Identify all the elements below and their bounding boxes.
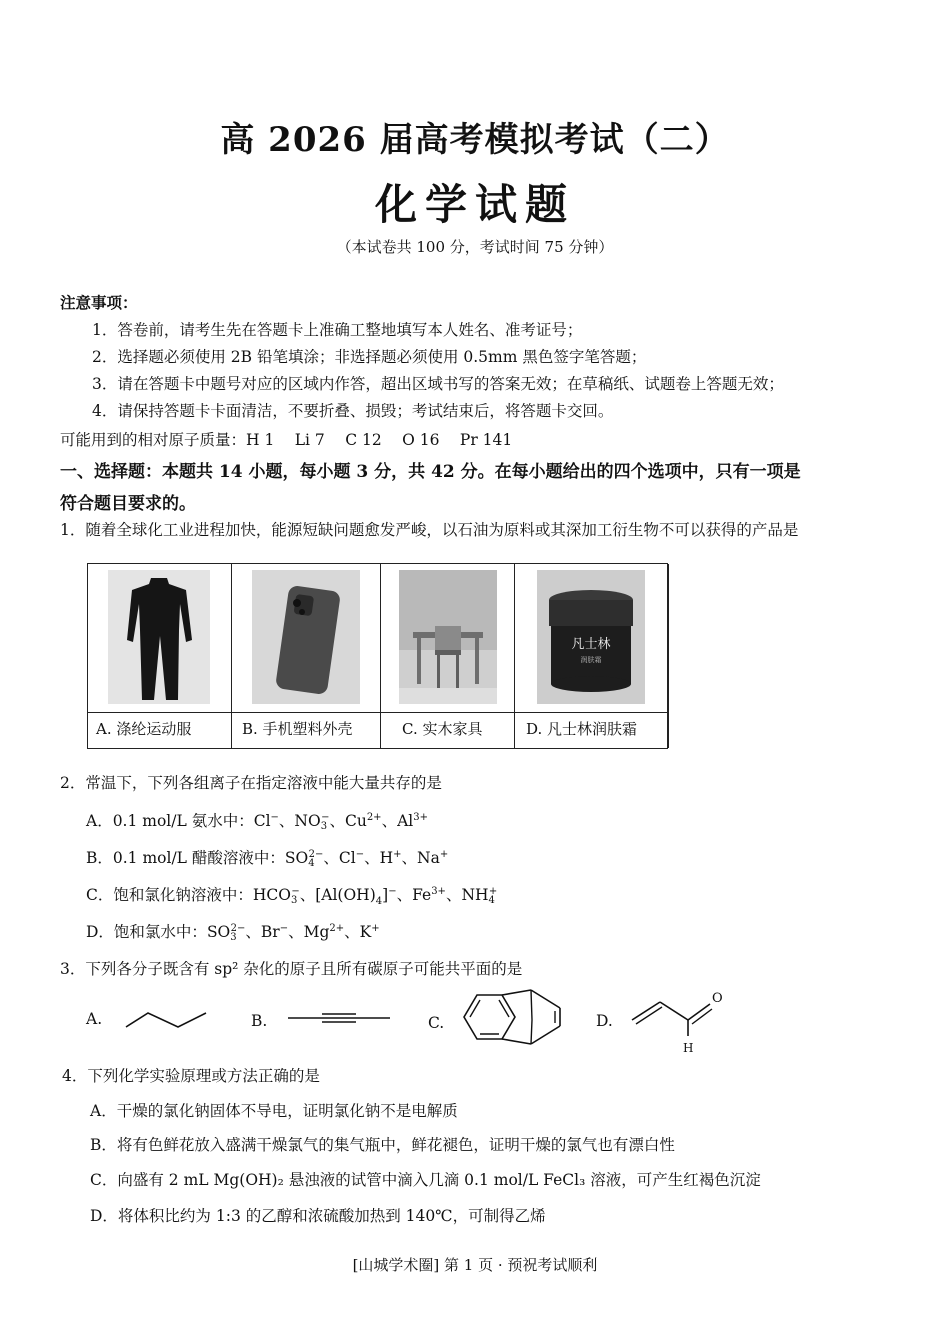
q2-option-a: A．0.1 mol/L 氨水中：Cl−、$NO_3^-$、$Cu^{2+}$、$Al^{3+}$: [86, 811, 428, 832]
notice-item: 3．请在答题卡中题号对应的区域内作答，超出区域书写的答案无效；在草稿纸、试题卷上答题无效；: [92, 375, 784, 393]
benzonorbornadiene-structure: [458, 986, 568, 1048]
q4-option-d: D．将体积比约为 1:3 的乙醇和浓硫酸加热到 140℃，可制得乙烯: [90, 1207, 546, 1225]
question-1-image-table: [87, 563, 668, 749]
notice-heading: 注意事项：: [60, 293, 138, 312]
hydrogen-atom-label: H: [683, 1041, 694, 1055]
exam-title: 高 2026 届高考模拟考试（二）: [220, 120, 730, 160]
question-2-stem: 2．常温下，下列各组离子在指定溶液中能大量共存的是: [60, 774, 442, 792]
vaseline-jar-image: [537, 570, 645, 704]
page-footer: [山城学术圈] 第 1 页 · 预祝考试顺利: [352, 1256, 598, 1274]
question-1-stem: 1．随着全球化工业进程加快，能源短缺问题愈发严峻，以石油为原料或其深加工衍生物不可以获得的产品是: [60, 521, 799, 539]
phone-case-image: [252, 570, 360, 704]
option-d-caption: D. 凡士林润肤霜: [526, 720, 638, 738]
subject-title: 化学试题: [374, 180, 575, 229]
q3-label-a: A.: [86, 1010, 103, 1028]
section-heading: 一、选择题：本题共 14 小题，每小题 3 分，共 42 分。在每小题给出的四个选项中，只有一项是: [60, 462, 801, 482]
q3-label-d: D.: [596, 1012, 613, 1030]
q3-label-c: C.: [428, 1014, 445, 1032]
section-heading-cont: 符合题目要求的。: [60, 494, 196, 514]
q4-option-b: B．将有色鲜花放入盛满干燥氯气的集气瓶中，鲜花褪色，证明干燥的氯气也有漂白性: [90, 1136, 675, 1154]
option-c-caption: C. 实木家具: [402, 720, 483, 738]
wood-furniture-image: [399, 570, 497, 704]
option-a-caption: A. 涤纶运动服: [96, 720, 192, 738]
acrolein-structure: [624, 984, 734, 1056]
jar-sublabel: 润肤霜: [580, 656, 602, 664]
jar-label: 凡士林: [571, 637, 611, 652]
notice-item: 4．请保持答题卡卡面清洁，不要折叠、损毁；考试结束后，将答题卡交回。: [92, 402, 614, 420]
alkyne-structure: [286, 1010, 394, 1026]
question-3-stem: 3．下列各分子既含有 sp² 杂化的原子且所有碳原子可能共平面的是: [60, 960, 523, 978]
atomic-masses: 可能用到的相对原子质量：H 1 Li 7 C 12 O 16 Pr 141: [60, 431, 513, 449]
notice-item: 2．选择题必须使用 2B 铅笔填涂；非选择题必须使用 0.5mm 黑色签字笔答题；: [92, 348, 647, 366]
question-4-stem: 4．下列化学实验原理或方法正确的是: [62, 1067, 320, 1085]
oxygen-atom-label: O: [712, 991, 723, 1006]
tracksuit-image: [108, 570, 210, 704]
q4-option-a: A．干燥的氯化钠固体不导电，证明氯化钠不是电解质: [90, 1102, 458, 1120]
butane-structure: [122, 1005, 212, 1031]
q2-option-b: B．0.1 mol/L 醋酸溶液中：$SO_4^{2-}$、Cl−、H+、Na+: [86, 848, 449, 869]
q2-option-c: C．饱和氯化钠溶液中：$HCO_3^-$、$[Al(OH)_4]^-$、$Fe^{3+}$、$NH_4^+$: [86, 885, 498, 908]
option-b-caption: B. 手机塑料外壳: [242, 720, 353, 738]
q2-option-d: D．饱和氯水中：$SO_3^{2-}$、Br−、$Mg^{2+}$、K+: [86, 922, 380, 943]
notice-item: 1．答卷前，请考生先在答题卡上准确工整地填写本人姓名、准考证号；: [92, 321, 583, 339]
exam-subtitle: （本试卷共 100 分，考试时间 75 分钟）: [336, 238, 614, 256]
q4-option-c: C．向盛有 2 mL Mg(OH)₂ 悬浊液的试管中滴入几滴 0.1 mol/L FeCl₃ 溶液，可产生红褐色沉淀: [90, 1171, 761, 1189]
caption-divider: [88, 712, 667, 713]
q3-label-b: B.: [251, 1012, 268, 1030]
